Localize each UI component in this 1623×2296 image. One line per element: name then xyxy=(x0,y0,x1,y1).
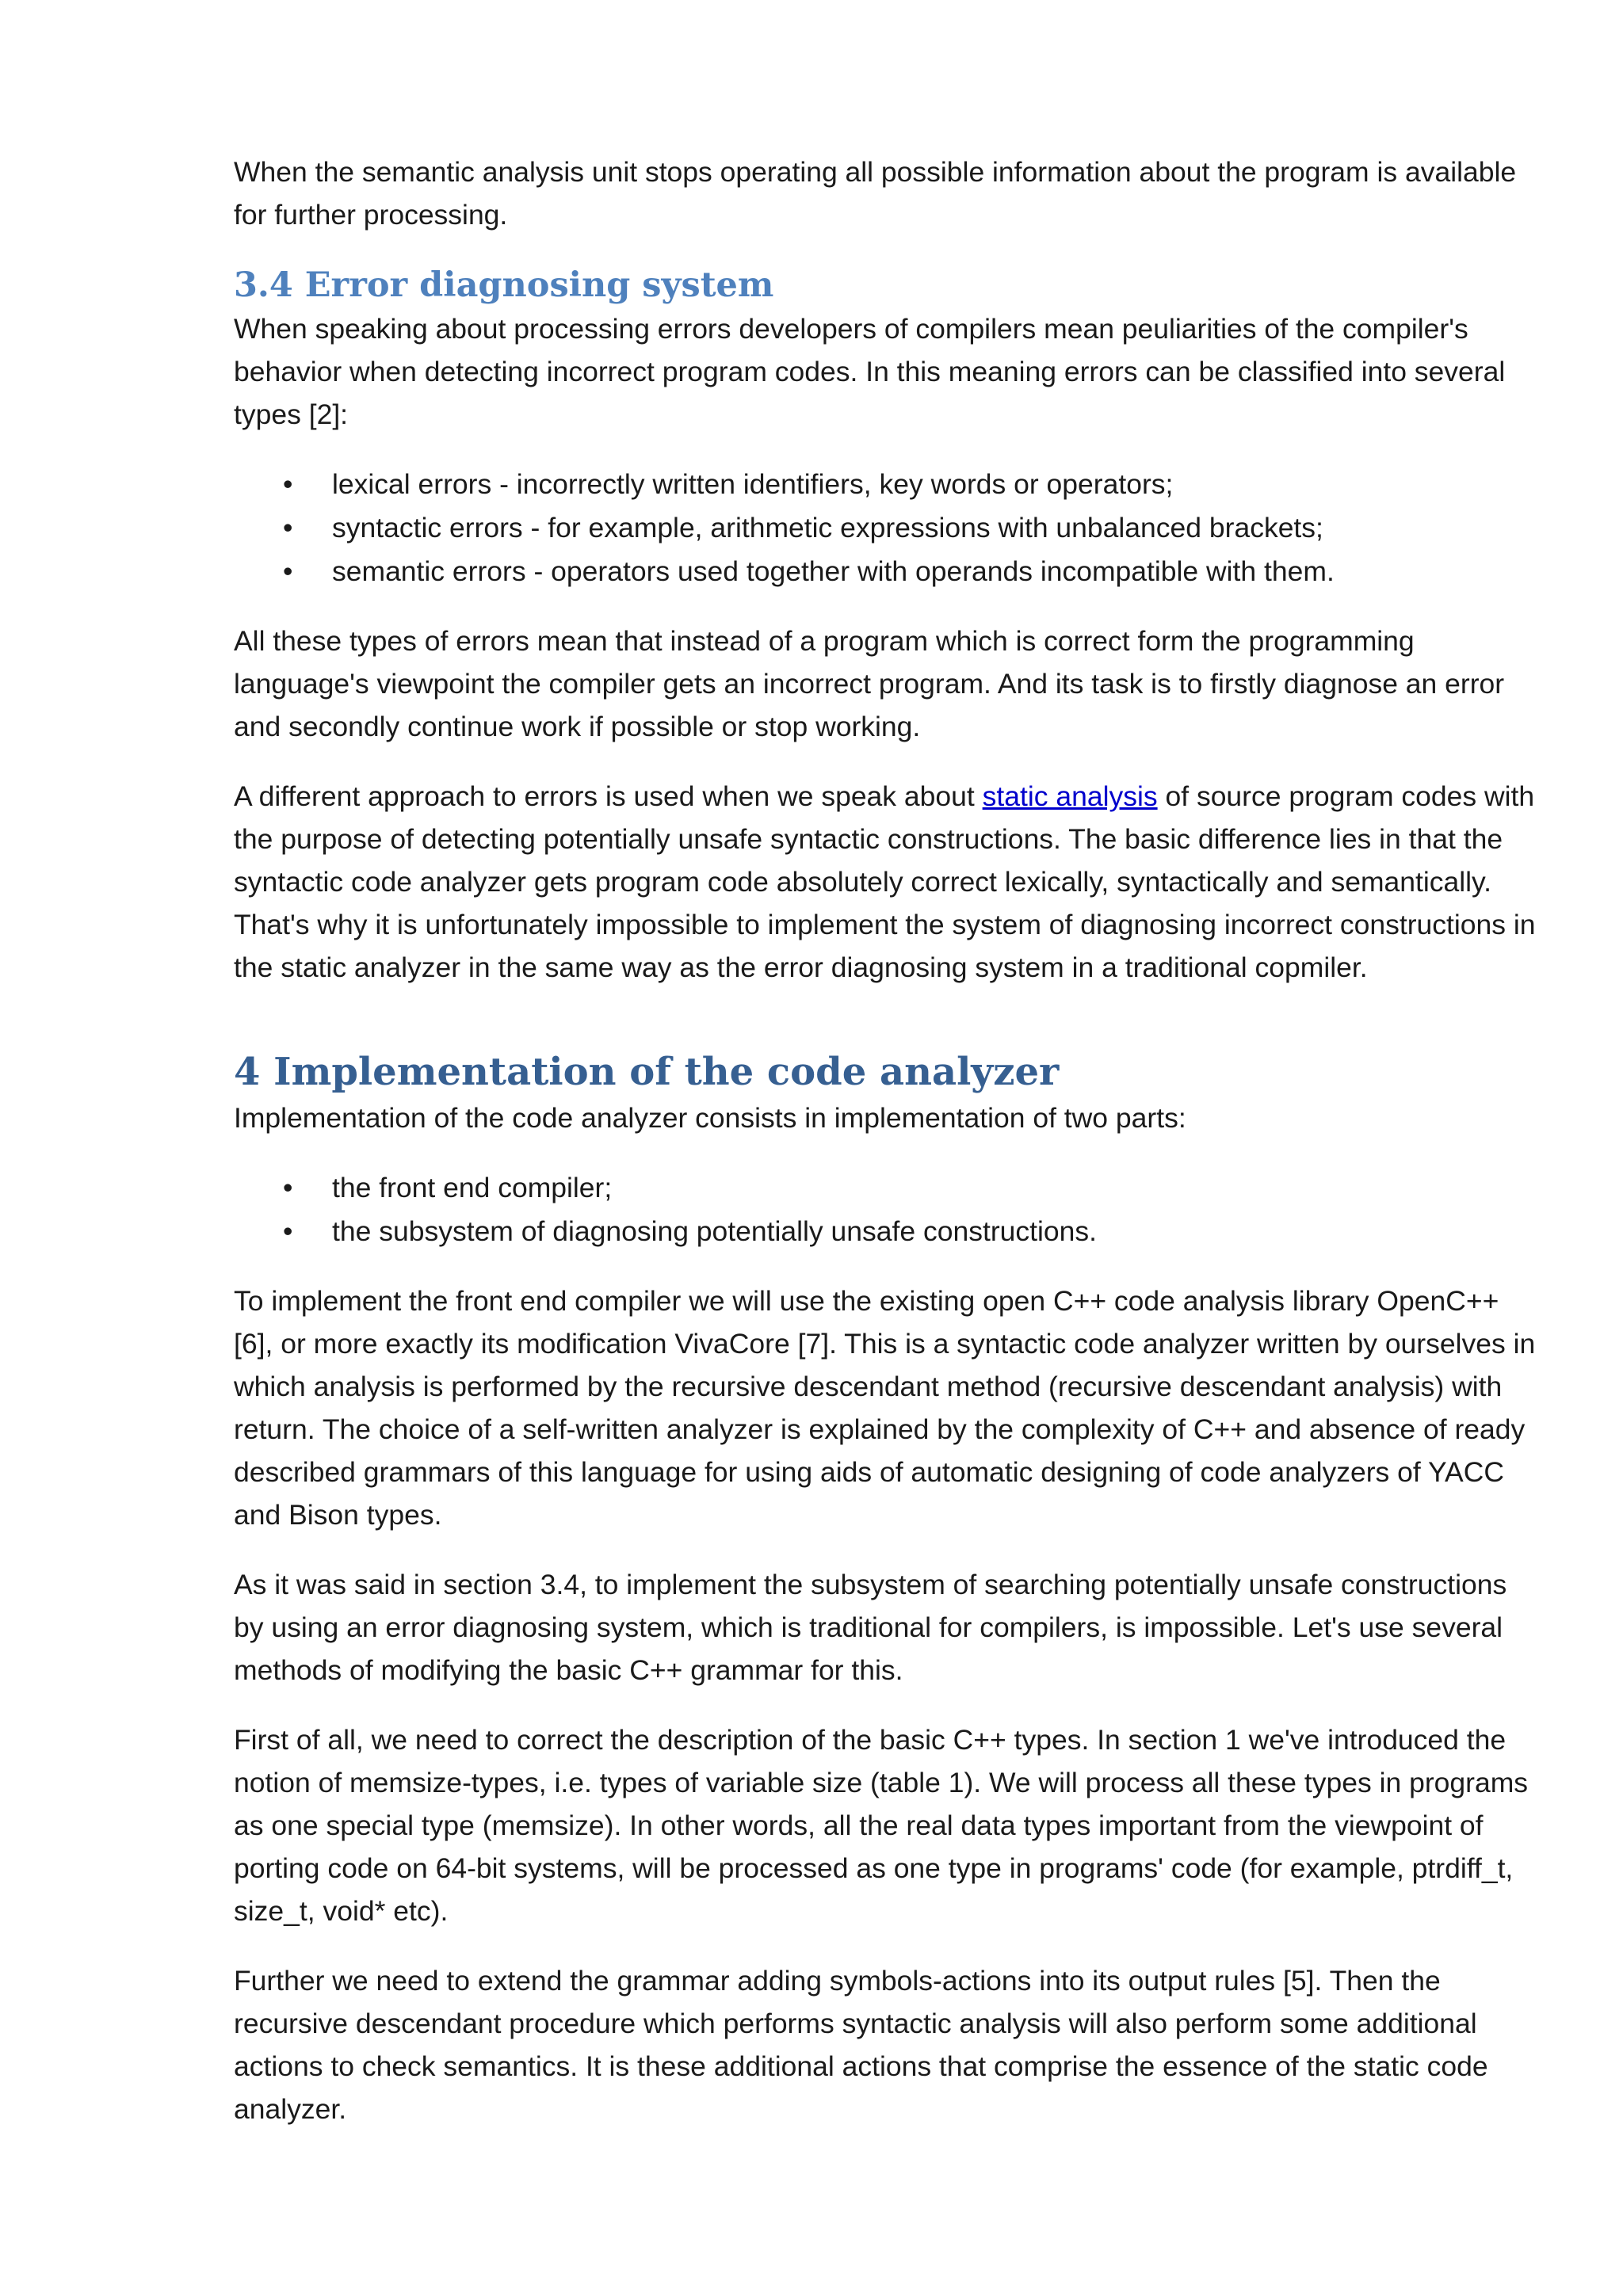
section-4-paragraph-3: As it was said in section 3.4, to implement the subsystem of searching potentially unsafe constructions by using an error diagnosing system, which is traditional for compilers, is impossible. Let's use several methods of modifying the basic C++ grammar for this. xyxy=(234,1569,1507,1686)
section-4-heading: 4 Implementation of the code analyzer xyxy=(234,1050,1060,1094)
section-3-4-paragraph-2: All these types of errors mean that instead of a program which is correct form the programming language's viewpoint the compiler gets an incorrect program. And its task is to firstly diagnose an error and secondly continue work if possible or stop working. xyxy=(234,625,1505,742)
list-item-text: semantic errors - operators used together with operands incompatible with them. xyxy=(332,555,1335,587)
bullet-icon: • xyxy=(283,512,293,543)
error-types-list xyxy=(234,463,1541,593)
paragraph-text-before-link: A different approach to errors is used when we speak about xyxy=(234,780,983,812)
list-item-text: lexical errors - incorrectly written identifiers, key words or operators; xyxy=(332,468,1174,500)
list-item xyxy=(234,1210,1541,1253)
list-item xyxy=(234,463,1541,505)
static-analysis-link[interactable]: static analysis xyxy=(982,780,1158,812)
bullet-icon: • xyxy=(283,1172,293,1203)
paragraph-text-after-link: of source program codes with the purpose of detecting potentially unsafe syntactic constructions. The basic difference lies in that the syntactic code analyzer gets program code absolutely correct lexically, syntactically and semantically. That's why it is unfortunately impossible to implement the system of diagnosing incorrect constructions in the static analyzer in the same way as the error diagnosing system in a traditional copmiler. xyxy=(234,780,1536,983)
list-item-text: syntactic errors - for example, arithmetic expressions with unbalanced brackets; xyxy=(332,512,1323,543)
list-item-text: the front end compiler; xyxy=(332,1172,613,1203)
bullet-icon: • xyxy=(283,468,293,500)
list-item xyxy=(234,506,1541,549)
section-4-paragraph-4: First of all, we need to correct the description of the basic C++ types. In section 1 we've introduced the notion of memsize-types, i.e. types of variable size (table 1). We will process all these types in programs as one special type (memsize). In other words, all the real data types important from the viewpoint of porting code on 64-bit systems, will be processed as one type in programs' code (for example, ptrdiff_t, size_t, void* etc). xyxy=(234,1724,1529,1927)
section-4-paragraph-1: Implementation of the code analyzer consists in implementation of two parts: xyxy=(234,1102,1186,1134)
list-item xyxy=(234,550,1541,593)
implementation-parts-list xyxy=(234,1166,1541,1253)
section-4-paragraph-5: Further we need to extend the grammar adding symbols-actions into its output rules [5]. Then the recursive descendant procedure which performs syntactic analysis will also perform some additional actions to check semantics. It is these additional actions that comprise the essence of the static code analyzer. xyxy=(234,1965,1488,2125)
document-page xyxy=(234,151,1541,2157)
section-3-4-paragraph-3 xyxy=(234,775,1541,989)
list-item xyxy=(234,1166,1541,1209)
section-4-paragraph-2: To implement the front end compiler we will use the existing open C++ code analysis library OpenC++ [6], or more exactly its modification VivaCore [7]. This is a syntactic code analyzer written by ourselves in which analysis is performed by the recursive descendant method (recursive descendant analysis) with return. The choice of a self-written analyzer is explained by the complexity of C++ and absence of ready described grammars of this language for using aids of automatic designing of code analyzers of YACC and Bison types. xyxy=(234,1285,1536,1531)
section-3-4-heading: 3.4 Error diagnosing system xyxy=(234,265,774,305)
intro-paragraph: When the semantic analysis unit stops operating all possible information about the program is available for further processing. xyxy=(234,156,1517,231)
section-3-4-paragraph-1: When speaking about processing errors developers of compilers mean peuliarities of the compiler's behavior when detecting incorrect program codes. In this meaning errors can be classified into several types [2]: xyxy=(234,313,1506,430)
bullet-icon: • xyxy=(283,1215,293,1247)
bullet-icon: • xyxy=(283,555,293,587)
list-item-text: the subsystem of diagnosing potentially unsafe constructions. xyxy=(332,1215,1097,1247)
